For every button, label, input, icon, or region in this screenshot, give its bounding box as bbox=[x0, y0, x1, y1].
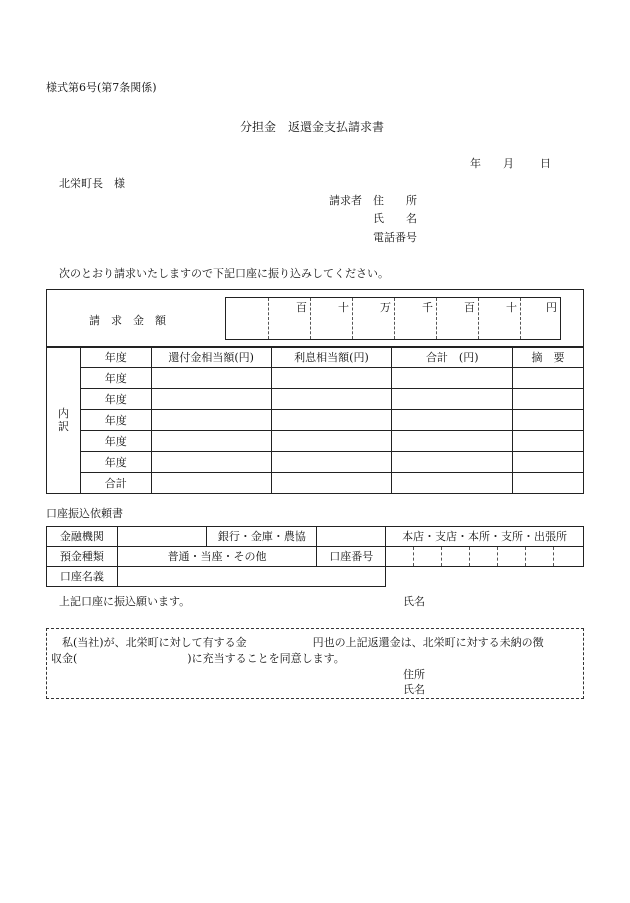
account-digit[interactable] bbox=[470, 547, 498, 567]
consent-line-1: 私(当社)が、北栄町に対して有する金 円也の上記返還金は、北栄町に対する未納の徴 bbox=[62, 636, 544, 649]
interest-cell[interactable] bbox=[271, 452, 392, 473]
account-digit[interactable] bbox=[525, 547, 553, 567]
breakdown-side-label: 内訳 bbox=[47, 348, 81, 494]
amount-section bbox=[46, 289, 584, 347]
transfer-request-text: 上記口座に振込願います。 bbox=[59, 595, 191, 608]
institution-type-options[interactable]: 銀行・金庫・農協 bbox=[207, 527, 317, 547]
account-digit[interactable] bbox=[498, 547, 526, 567]
refund-total-cell[interactable] bbox=[151, 473, 271, 494]
bank-section-title: 口座振込依頼書 bbox=[46, 507, 123, 520]
refund-cell[interactable] bbox=[151, 431, 271, 452]
interest-cell[interactable] bbox=[271, 410, 392, 431]
consent-address-label: 住所 bbox=[403, 668, 425, 681]
amount-unit-sen: 千 bbox=[422, 301, 433, 314]
amount-unit-hyaku: 百 bbox=[296, 301, 307, 314]
page-title: 分担金 返還金支払請求書 bbox=[240, 120, 385, 134]
row-year-label: 年度 bbox=[80, 368, 151, 389]
amount-unit-juu: 十 bbox=[338, 301, 349, 314]
remarks-total-cell[interactable] bbox=[513, 473, 584, 494]
total-cell[interactable] bbox=[392, 368, 513, 389]
refund-cell[interactable] bbox=[151, 389, 271, 410]
date-year: 年 bbox=[470, 157, 481, 170]
claimant-address-label: 住 所 bbox=[373, 194, 417, 207]
table-row bbox=[47, 368, 584, 389]
interest-cell[interactable] bbox=[271, 431, 392, 452]
table-row bbox=[47, 452, 584, 473]
remarks-cell[interactable] bbox=[513, 389, 584, 410]
row-year-label: 年度 bbox=[80, 452, 151, 473]
amount-unit-hyaku-2: 百 bbox=[464, 301, 475, 314]
header-interest: 利息相当額(円) bbox=[271, 348, 392, 368]
account-name-label: 口座名義 bbox=[47, 567, 118, 587]
header-year: 年度 bbox=[80, 348, 151, 368]
breakdown-table bbox=[46, 347, 584, 494]
remarks-cell[interactable] bbox=[513, 410, 584, 431]
form-number: 様式第6号(第7条関係) bbox=[46, 81, 157, 94]
row-year-label: 年度 bbox=[80, 431, 151, 452]
claimant-label: 請求者 bbox=[329, 194, 362, 207]
header-total: 合計 (円) bbox=[392, 348, 513, 368]
addressee: 北栄町長 様 bbox=[59, 177, 125, 190]
total-row-label: 合計 bbox=[80, 473, 151, 494]
consent-box bbox=[46, 628, 584, 699]
amount-unit-yen: 円 bbox=[546, 301, 557, 314]
deposit-type-label: 預金種類 bbox=[47, 547, 118, 567]
claimant-name-label: 氏 名 bbox=[373, 212, 417, 225]
interest-total-cell[interactable] bbox=[271, 473, 392, 494]
remarks-cell[interactable] bbox=[513, 452, 584, 473]
table-row bbox=[47, 410, 584, 431]
deposit-type-options[interactable]: 普通・当座・その他 bbox=[117, 547, 316, 567]
branch-type-options[interactable]: 本店・支店・本所・支所・出張所 bbox=[386, 527, 584, 547]
row-year-label: 年度 bbox=[80, 389, 151, 410]
interest-cell[interactable] bbox=[271, 389, 392, 410]
refund-cell[interactable] bbox=[151, 410, 271, 431]
remarks-cell[interactable] bbox=[513, 431, 584, 452]
total-cell[interactable] bbox=[392, 389, 513, 410]
refund-cell[interactable] bbox=[151, 452, 271, 473]
header-refund: 還付金相当額(円) bbox=[151, 348, 271, 368]
date-day: 日 bbox=[540, 157, 551, 170]
transfer-signature-label: 氏名 bbox=[403, 595, 425, 608]
amount-unit-man: 万 bbox=[380, 301, 391, 314]
total-cell[interactable] bbox=[392, 410, 513, 431]
date-month: 月 bbox=[503, 157, 514, 170]
amount-unit-juu-2: 十 bbox=[506, 301, 517, 314]
refund-cell[interactable] bbox=[151, 368, 271, 389]
account-name-field[interactable] bbox=[117, 567, 385, 587]
header-remarks: 摘 要 bbox=[513, 348, 584, 368]
table-row bbox=[47, 431, 584, 452]
claimant-phone-label: 電話番号 bbox=[373, 231, 417, 244]
table-row bbox=[47, 389, 584, 410]
account-digit[interactable] bbox=[553, 547, 583, 567]
table-row-total bbox=[47, 473, 584, 494]
account-digit[interactable] bbox=[442, 547, 470, 567]
intro-text: 次のとおり請求いたしますので下記口座に振り込みしてください。 bbox=[59, 267, 389, 280]
interest-cell[interactable] bbox=[271, 368, 392, 389]
amount-field[interactable] bbox=[225, 297, 561, 340]
account-number-label: 口座番号 bbox=[317, 547, 386, 567]
consent-line-2: 収金( )に充当することを同意します。 bbox=[51, 652, 345, 665]
branch-name-field[interactable] bbox=[317, 527, 386, 547]
institution-name-field[interactable] bbox=[117, 527, 207, 547]
total-cell[interactable] bbox=[392, 452, 513, 473]
account-digit[interactable] bbox=[386, 547, 414, 567]
consent-name-label: 氏名 bbox=[403, 683, 425, 696]
remarks-cell[interactable] bbox=[513, 368, 584, 389]
bank-table bbox=[46, 526, 584, 587]
grand-total-cell[interactable] bbox=[392, 473, 513, 494]
institution-label: 金融機関 bbox=[47, 527, 118, 547]
total-cell[interactable] bbox=[392, 431, 513, 452]
account-digit[interactable] bbox=[414, 547, 442, 567]
amount-label: 請 求 金 額 bbox=[89, 314, 166, 327]
row-year-label: 年度 bbox=[80, 410, 151, 431]
